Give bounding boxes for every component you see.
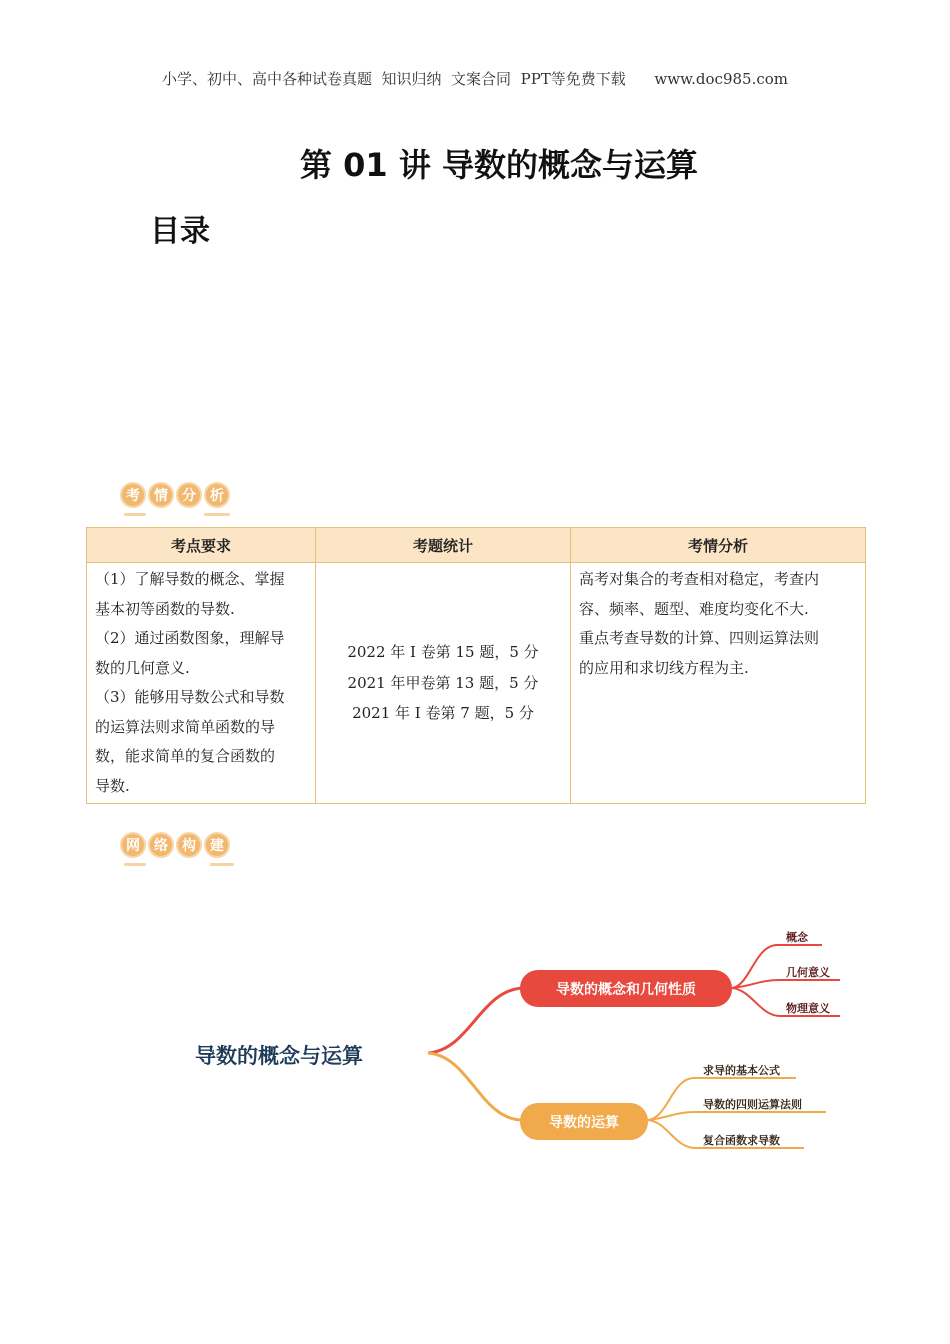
mindmap-root: 导数的概念与运算: [195, 1044, 363, 1068]
header-left-text: 小学、初中、高中各种试卷真题 知识归纳 文案合同 PPT等免费下载: [161, 70, 626, 88]
badge-char: 构: [176, 832, 202, 858]
branch2-leaf: 复合函数求导数: [703, 1134, 780, 1147]
requirement-line: 数的几何意义.: [95, 658, 190, 677]
badge-underline: [210, 863, 234, 866]
section-badge-network: [120, 832, 230, 858]
branch1-leaf: 概念: [786, 931, 808, 944]
requirement-line: （2）通过函数图象，理解导: [95, 629, 285, 647]
table-header-row: [87, 528, 866, 563]
badge-underline: [124, 513, 146, 516]
analysis-line: 的应用和求切线方程为主.: [579, 658, 749, 677]
branch1-leaf: 几何意义: [786, 966, 830, 979]
stat-line: 2021 年 I 卷第 7 题，5 分: [352, 704, 534, 723]
branch1-label: 导数的概念和几何性质: [556, 982, 696, 998]
requirement-line: （3）能够用导数公式和导数: [95, 688, 285, 706]
requirement-line: 导数.: [95, 776, 130, 795]
badge-char: 网: [120, 832, 146, 858]
requirement-line: （1）了解导数的概念、掌握: [95, 570, 285, 588]
stat-line: 2022 年 I 卷第 15 题，5 分: [347, 643, 539, 662]
header-requirements: 考点要求: [87, 528, 316, 563]
badge-underline: [124, 863, 146, 866]
stat-line: 2021 年甲卷第 13 题，5 分: [347, 673, 539, 692]
connector-leaf: [648, 1112, 826, 1120]
header-url: www.doc985.com: [654, 70, 788, 88]
badge-char: 情: [148, 482, 174, 508]
badge-char: 析: [204, 482, 230, 508]
requirement-line: 数，能求简单的复合函数的: [95, 747, 276, 765]
analysis-cell: [571, 563, 866, 804]
requirement-line: 基本初等函数的导数.: [95, 599, 235, 618]
connector-root-branch1: [428, 988, 523, 1053]
badge-char: 考: [120, 482, 146, 508]
statistics-cell: [316, 563, 571, 804]
badge-char: 建: [204, 832, 230, 858]
analysis-line: 容、频率、题型、难度均变化不大.: [579, 599, 809, 618]
badge-char: 络: [148, 832, 174, 858]
exam-analysis-table: [86, 527, 866, 804]
branch2-leaf: 导数的四则运算法则: [703, 1098, 802, 1111]
analysis-line: 高考对集合的考查相对稳定，考查内: [579, 570, 820, 588]
badge-underline: [204, 513, 230, 516]
header-analysis: 考情分析: [571, 528, 866, 563]
branch1-leaf: 物理意义: [786, 1002, 830, 1015]
connector-root-branch2: [428, 1053, 523, 1120]
connector-leaf: [732, 980, 840, 988]
toc-heading: 目录: [150, 214, 210, 249]
analysis-line: 重点考查导数的计算、四则运算法则: [579, 629, 820, 647]
table-row: [87, 563, 866, 804]
requirement-line: 的运算法则求简单函数的导: [95, 717, 276, 736]
mind-map: [0, 900, 950, 1200]
requirements-cell: [87, 563, 316, 804]
document-title: 第 01 讲 导数的概念与运算: [300, 146, 698, 184]
section-badge-analysis: [120, 482, 230, 508]
page-header: [0, 68, 950, 89]
branch2-leaf: 求导的基本公式: [703, 1064, 780, 1077]
badge-char: 分: [176, 482, 202, 508]
branch2-label: 导数的运算: [549, 1115, 619, 1131]
header-statistics: 考题统计: [316, 528, 571, 563]
